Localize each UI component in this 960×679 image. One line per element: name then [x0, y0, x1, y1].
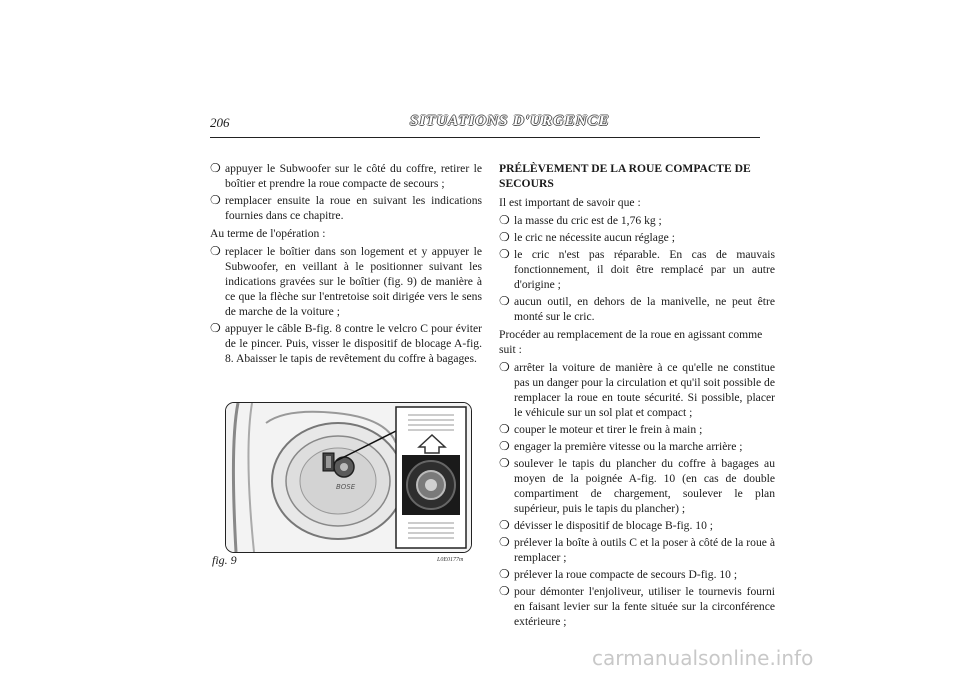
list-item-text: couper le moteur et tirer le frein à main ; — [514, 423, 703, 436]
list-item — [499, 518, 775, 533]
bullet-icon: ❍ — [499, 535, 510, 549]
bullet-icon: ❍ — [499, 360, 510, 374]
left-column — [210, 161, 482, 368]
list-item — [210, 321, 482, 366]
paragraph: Procéder au remplacement de la roue en agissant comme suit : — [499, 328, 763, 356]
bullet-icon: ❍ — [499, 213, 510, 227]
bullet-icon: ❍ — [499, 567, 510, 581]
trunk-spare-wheel-illustration — [226, 403, 471, 552]
bullet-icon: ❍ — [499, 422, 510, 436]
list-item — [499, 422, 775, 437]
paragraph: Au terme de l'opération : — [210, 227, 326, 240]
bullet-icon: ❍ — [499, 518, 510, 532]
bullet-icon: ❍ — [210, 244, 221, 258]
figure-caption: fig. 9 — [212, 553, 237, 567]
figure-illustration — [225, 402, 472, 553]
list-item-text: pour démonter l'enjoliveur, utiliser le tournevis fourni en faisant levier sur la fente située sur la circonférence extérieure ; — [514, 585, 775, 628]
list-item-text: la masse du cric est de 1,76 kg ; — [514, 214, 662, 227]
list-item-text: appuyer le câble B-fig. 8 contre le velcro C pour éviter de le pincer. Puis, visser le dispositif de blocage A-fig. 8. Abaisser le tapis de revêtement du coffre à bagages. — [225, 322, 482, 365]
list-item — [499, 439, 775, 454]
list-item — [499, 567, 775, 582]
list-item-text: aucun outil, en dehors de la manivelle, ne peut être monté sur le cric. — [514, 295, 775, 323]
list-item — [499, 230, 775, 245]
instruction-list — [499, 213, 775, 324]
bullet-icon: ❍ — [499, 247, 510, 261]
list-item-text: soulever le tapis du plancher du coffre à bagages au moyen de la poignée A-fig. 10 (en cas de double compartiment de chargement, soulever le plan supérieur, puis le tapis du plancher) ; — [514, 457, 775, 515]
list-item — [499, 294, 775, 324]
bullet-icon: ❍ — [499, 230, 510, 244]
list-item — [499, 456, 775, 516]
section-heading: PRÉLÈVEMENT DE LA ROUE COMPACTE DE SECOURS — [499, 162, 751, 190]
bullet-icon: ❍ — [210, 321, 221, 335]
list-item-text: remplacer ensuite la roue en suivant les indications fournies dans ce chapitre. — [225, 194, 482, 222]
list-item — [499, 584, 775, 629]
list-item — [499, 213, 775, 228]
header-rule — [210, 137, 760, 138]
page-header — [210, 115, 760, 139]
instruction-list — [210, 161, 482, 223]
list-item-text: le cric n'est pas réparable. En cas de mauvais fonctionnement, il doit être remplacé par un autre d'origine ; — [514, 248, 775, 291]
list-item — [499, 360, 775, 420]
bullet-icon: ❍ — [499, 294, 510, 308]
list-item-text: replacer le boîtier dans son logement et y appuyer le Subwoofer, en veillant à le positionner suivant les indications gravées sur le boîtier (fig. 9) de manière à ce que la flèche sur l'entretoise soit dirigée vers le sens de marche de la voiture ; — [225, 245, 482, 318]
right-column — [499, 161, 775, 631]
page-number: 206 — [210, 115, 230, 130]
bullet-icon: ❍ — [210, 193, 221, 207]
list-item-text: prélever la boîte à outils C et la poser à côté de la roue à remplacer ; — [514, 536, 775, 564]
watermark: carmanualsonline.info — [592, 646, 814, 670]
list-item — [499, 535, 775, 565]
bullet-icon: ❍ — [210, 161, 221, 175]
list-item — [210, 161, 482, 191]
svg-text:BOSE: BOSE — [336, 483, 356, 491]
bullet-icon: ❍ — [499, 456, 510, 470]
section-title: SITUATIONS D'URGENCE — [410, 113, 610, 129]
list-item-text: le cric ne nécessite aucun réglage ; — [514, 231, 675, 244]
list-item-text: engager la première vitesse ou la marche arrière ; — [514, 440, 743, 453]
instruction-list — [499, 360, 775, 629]
list-item-text: prélever la roue compacte de secours D-fig. 10 ; — [514, 568, 738, 581]
bullet-icon: ❍ — [499, 584, 510, 598]
figure-code: L0E0177m — [437, 557, 464, 563]
instruction-list — [210, 244, 482, 366]
paragraph: Il est important de savoir que : — [499, 196, 641, 209]
bullet-icon: ❍ — [499, 439, 510, 453]
list-item — [210, 244, 482, 319]
list-item — [499, 247, 775, 292]
list-item-text: dévisser le dispositif de blocage B-fig. 10 ; — [514, 519, 713, 532]
list-item — [210, 193, 482, 223]
list-item-text: arrêter la voiture de manière à ce qu'elle ne constitue pas un danger pour la circulation et qu'il soit possible de remplacer la roue en toute sécurité. Si possible, placer le véhicule sur un sol plat et compact ; — [514, 361, 775, 419]
list-item-text: appuyer le Subwoofer sur le côté du coffre, retirer le boîtier et prendre la roue compacte de secours ; — [225, 162, 482, 190]
